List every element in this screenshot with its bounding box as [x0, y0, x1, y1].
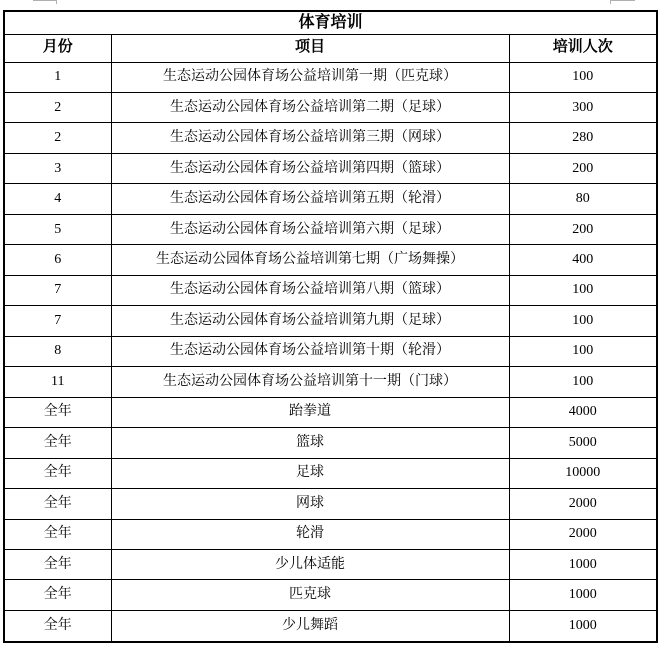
table-row — [4, 153, 657, 183]
sports-training-table — [3, 10, 658, 643]
project-cell: 生态运动公园体育场公益培训第七期（广场舞操） — [111, 245, 509, 275]
month-cell: 全年 — [4, 550, 111, 580]
trainees-cell: 100 — [509, 367, 657, 397]
table-row — [4, 428, 657, 458]
cropped-box-artifact-right — [610, 0, 635, 4]
month-cell: 7 — [4, 306, 111, 336]
project-cell: 生态运动公园体育场公益培训第五期（轮滑） — [111, 184, 509, 214]
table-row — [4, 306, 657, 336]
project-cell: 生态运动公园体育场公益培训第十期（轮滑） — [111, 336, 509, 366]
project-cell: 网球 — [111, 489, 509, 519]
project-cell: 篮球 — [111, 428, 509, 458]
table-title: 体育培训 — [4, 11, 657, 34]
trainees-cell: 100 — [509, 62, 657, 92]
month-cell: 7 — [4, 275, 111, 305]
trainees-cell: 2000 — [509, 519, 657, 549]
table-row — [4, 123, 657, 153]
table-row — [4, 489, 657, 519]
project-cell: 生态运动公园体育场公益培训第九期（足球） — [111, 306, 509, 336]
trainees-cell: 1000 — [509, 580, 657, 610]
table-row — [4, 610, 657, 642]
month-cell: 全年 — [4, 610, 111, 642]
project-cell: 少儿体适能 — [111, 550, 509, 580]
trainees-cell: 4000 — [509, 397, 657, 427]
table-row — [4, 519, 657, 549]
month-cell: 1 — [4, 62, 111, 92]
trainees-cell: 1000 — [509, 610, 657, 642]
month-cell: 全年 — [4, 397, 111, 427]
table-row — [4, 184, 657, 214]
month-cell: 全年 — [4, 519, 111, 549]
table-row — [4, 275, 657, 305]
table-row — [4, 245, 657, 275]
trainees-cell: 280 — [509, 123, 657, 153]
table-row — [4, 580, 657, 610]
table-row — [4, 336, 657, 366]
project-cell: 生态运动公园体育场公益培训第十一期（门球） — [111, 367, 509, 397]
project-cell: 生态运动公园体育场公益培训第六期（足球） — [111, 214, 509, 244]
project-cell: 匹克球 — [111, 580, 509, 610]
project-cell: 足球 — [111, 458, 509, 488]
project-cell: 生态运动公园体育场公益培训第四期（篮球） — [111, 153, 509, 183]
table-row — [4, 214, 657, 244]
month-cell: 2 — [4, 92, 111, 122]
trainees-cell: 300 — [509, 92, 657, 122]
table-row — [4, 92, 657, 122]
month-cell: 3 — [4, 153, 111, 183]
table-row — [4, 458, 657, 488]
column-header-trainees: 培训人次 — [509, 34, 657, 62]
trainees-cell: 80 — [509, 184, 657, 214]
month-cell: 2 — [4, 123, 111, 153]
month-cell: 6 — [4, 245, 111, 275]
table-row — [4, 367, 657, 397]
month-cell: 5 — [4, 214, 111, 244]
trainees-cell: 100 — [509, 275, 657, 305]
project-cell: 生态运动公园体育场公益培训第三期（网球） — [111, 123, 509, 153]
project-cell: 生态运动公园体育场公益培训第一期（匹克球） — [111, 62, 509, 92]
trainees-cell: 5000 — [509, 428, 657, 458]
month-cell: 全年 — [4, 458, 111, 488]
month-cell: 全年 — [4, 580, 111, 610]
trainees-cell: 2000 — [509, 489, 657, 519]
trainees-cell: 100 — [509, 306, 657, 336]
table-row — [4, 550, 657, 580]
project-cell: 跆拳道 — [111, 397, 509, 427]
cropped-box-artifact-left — [33, 0, 57, 4]
trainees-cell: 200 — [509, 214, 657, 244]
trainees-cell: 1000 — [509, 550, 657, 580]
trainees-cell: 100 — [509, 336, 657, 366]
table-header-row — [4, 34, 657, 62]
month-cell: 4 — [4, 184, 111, 214]
trainees-cell: 200 — [509, 153, 657, 183]
trainees-cell: 10000 — [509, 458, 657, 488]
trainees-cell: 400 — [509, 245, 657, 275]
table-row — [4, 397, 657, 427]
month-cell: 全年 — [4, 428, 111, 458]
column-header-project: 项目 — [111, 34, 509, 62]
table-head — [4, 11, 657, 62]
table-title-row — [4, 11, 657, 34]
project-cell: 生态运动公园体育场公益培训第八期（篮球） — [111, 275, 509, 305]
project-cell: 生态运动公园体育场公益培训第二期（足球） — [111, 92, 509, 122]
project-cell: 轮滑 — [111, 519, 509, 549]
month-cell: 11 — [4, 367, 111, 397]
column-header-month: 月份 — [4, 34, 111, 62]
month-cell: 全年 — [4, 489, 111, 519]
project-cell: 少儿舞蹈 — [111, 610, 509, 642]
table-body — [4, 62, 657, 642]
table-row — [4, 62, 657, 92]
month-cell: 8 — [4, 336, 111, 366]
